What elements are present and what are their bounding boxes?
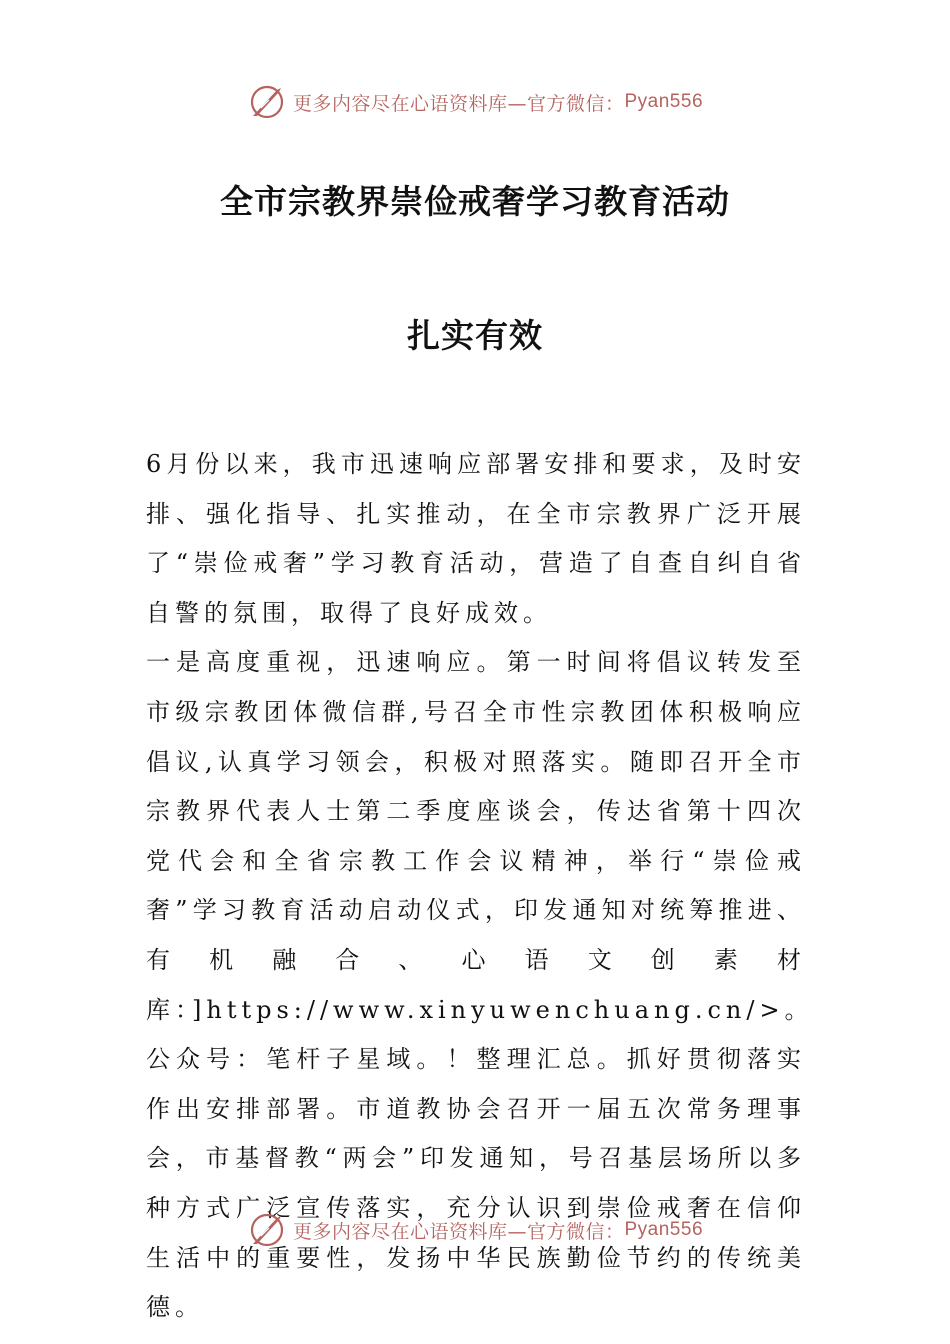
document-title-line1: 全市宗教界崇俭戒奢学习教育活动: [220, 182, 730, 221]
document-body: [146, 440, 814, 1333]
watermark-footer: [0, 1208, 950, 1252]
paragraph: 6月份以来，我市迅速响应部署安排和要求，及时安排、强化指导、扎实推动，在全市宗教界广泛开展了“崇俭戒奢”学习教育活动，营造了自查自纠自省自警的氛围，取得了良好成效。: [146, 450, 806, 627]
quill-pen-icon: [247, 82, 287, 122]
watermark-header: [0, 80, 950, 124]
watermark-account: Pyan556: [624, 91, 704, 112]
quill-pen-icon: [247, 1210, 287, 1250]
document-title-line2: 扎实有效: [407, 316, 543, 355]
paragraph: 一是高度重视，迅速响应。第一时间将倡议转发至市级宗教团体微信群,号召全市性宗教团体积极响应倡议,认真学习领会，积极对照落实。随即召开全市宗教界代表人士第二季度座谈会，传达省第十四次党代会和全省宗教工作会议精神，举行“崇俭戒奢”学习教育活动启动仪式，印发通知对统筹推进、有机融合、心语文创素材库：]https://www.xinyuwenchuang.cn/>。公众号：笔杆子星域。！整理汇总。抓好贯彻落实作出安排部署。市道教协会召开一届五次常务理事会，市基督教“两会”印发通知，号召基层场所以多种方式广泛宣传落实，充分认识到崇俭戒奢在信仰生活中的重要性，发扬中华民族勤俭节约的传统美德。: [146, 648, 814, 1322]
watermark-account: Pyan556: [624, 1219, 704, 1240]
watermark-text: 更多内容尽在心语资料库—官方微信：: [292, 92, 625, 115]
watermark-text: 更多内容尽在心语资料库—官方微信：: [292, 1220, 625, 1243]
